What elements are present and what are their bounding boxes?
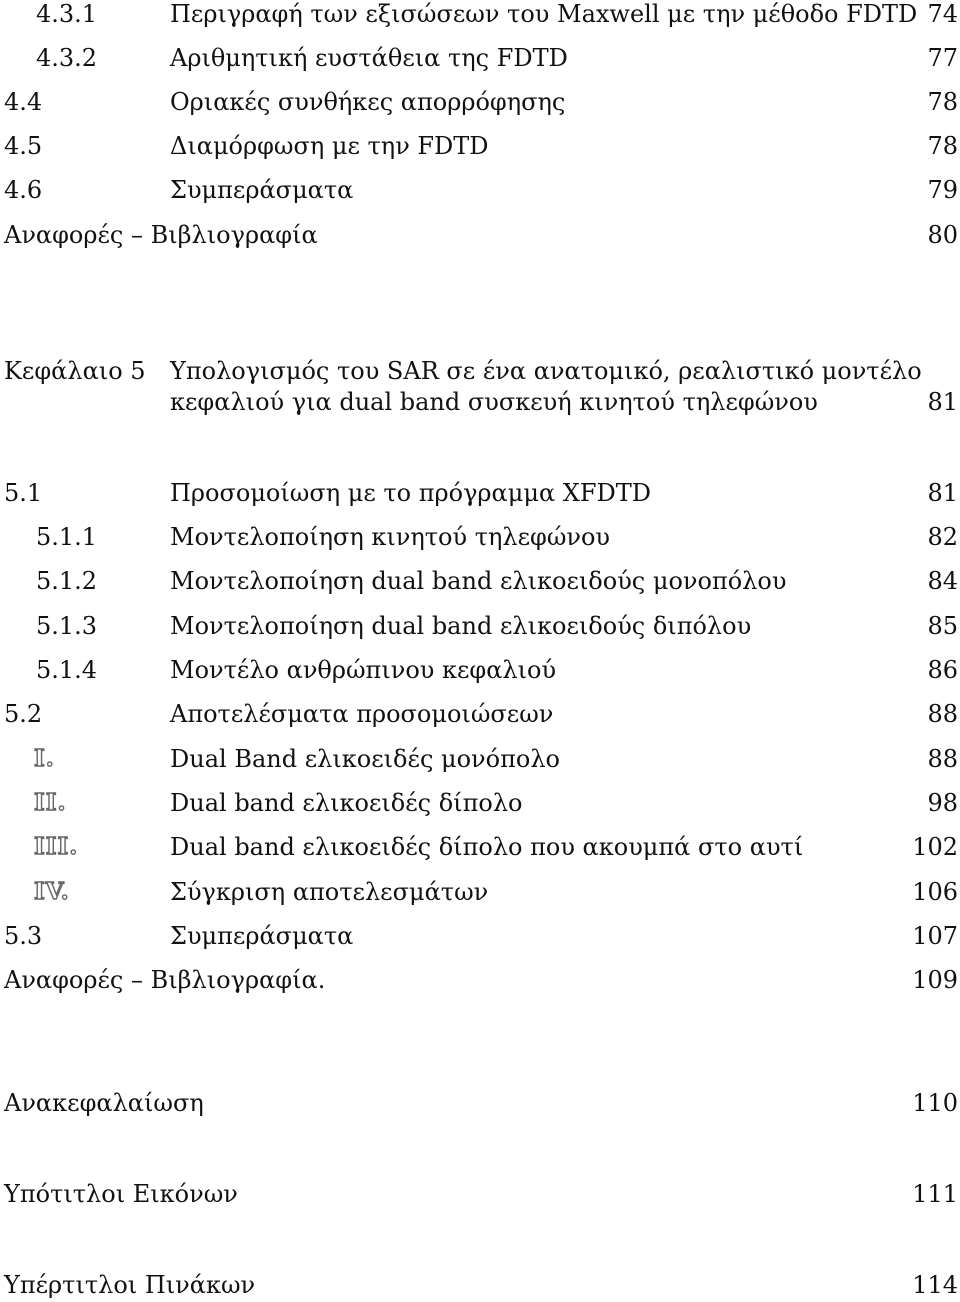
section-title: Συμπεράσματα <box>170 176 354 204</box>
section-title: Οριακές συνθήκες απορρόφησης <box>170 88 566 116</box>
section-number: 5.1 <box>4 479 43 507</box>
section-title: Dual band ελικοειδές δίπολο <box>170 789 523 817</box>
section-number: 5.1.3 <box>36 612 98 640</box>
section-title: Αναφορές – Βιβλιογραφία. <box>4 966 326 994</box>
page-number: 85 <box>927 612 958 640</box>
roman-numeral: IV. <box>34 878 70 905</box>
toc-entry <box>0 41 960 75</box>
toc-entry-back-matter <box>0 1177 960 1211</box>
section-number: 4.6 <box>4 176 43 204</box>
toc-entry <box>0 786 960 820</box>
toc-entry <box>0 0 960 31</box>
section-title: Διαμόρφωση με την FDTD <box>170 132 489 160</box>
page-number: 80 <box>927 221 958 249</box>
toc-entry <box>0 875 960 909</box>
section-number: 5.3 <box>4 922 43 950</box>
toc-entry <box>0 697 960 731</box>
section-title: Dual Band ελικοειδές μονόπολο <box>170 745 560 773</box>
page-number: 114 <box>912 1271 958 1299</box>
chapter-label: Κεφάλαιο 5 <box>4 357 146 385</box>
section-number: 4.3.2 <box>36 44 98 72</box>
page-number: 98 <box>927 789 958 817</box>
section-number: 4.4 <box>4 88 43 116</box>
section-title: Αριθμητική ευστάθεια της FDTD <box>170 44 568 72</box>
section-number: 5.1.4 <box>36 656 98 684</box>
chapter-heading <box>0 354 960 388</box>
toc-entry <box>0 653 960 687</box>
chapter-title-line2: κεφαλιού για dual band συσκευή κινητού τηλεφώνου <box>170 388 818 416</box>
section-number: 4.5 <box>4 132 43 160</box>
page-number: 79 <box>927 176 958 204</box>
toc-entry-back-matter <box>0 1268 960 1302</box>
roman-numeral: III. <box>34 833 79 860</box>
page-number: 84 <box>927 567 958 595</box>
page-number: 86 <box>927 656 958 684</box>
section-number: 5.1.2 <box>36 567 98 595</box>
page-number: 110 <box>912 1089 958 1117</box>
section-title: Υπότιτλοι Εικόνων <box>4 1180 238 1208</box>
section-title: Μοντελοποίηση dual band ελικοειδούς μονοπόλου <box>170 567 787 595</box>
toc-entry-references <box>0 963 960 997</box>
page-number: 77 <box>927 44 958 72</box>
page-number: 107 <box>912 922 958 950</box>
section-title: Αποτελέσματα προσομοιώσεων <box>170 700 554 728</box>
section-title: Ανακεφαλαίωση <box>4 1089 204 1117</box>
section-title: Μοντελοποίηση κινητού τηλεφώνου <box>170 523 611 551</box>
section-title: Υπέρτιτλοι Πινάκων <box>4 1271 256 1299</box>
page-number: 74 <box>927 0 958 28</box>
section-title: Μοντελοποίηση dual band ελικοειδούς διπόλου <box>170 612 752 640</box>
toc-entry-back-matter <box>0 1086 960 1120</box>
page-number: 81 <box>927 479 958 507</box>
section-title: Περιγραφή των εξισώσεων του Maxwell με την μέθοδο FDTD <box>170 0 918 28</box>
page-number: 111 <box>912 1180 958 1208</box>
section-number: 4.3.1 <box>36 0 98 28</box>
toc-entry <box>0 919 960 953</box>
toc-entry <box>0 742 960 776</box>
page-number: 82 <box>927 523 958 551</box>
toc-entry <box>0 609 960 643</box>
roman-numeral: II. <box>34 789 67 816</box>
toc-entry <box>0 476 960 510</box>
roman-numeral: I. <box>34 745 55 772</box>
section-title: Συμπεράσματα <box>170 922 354 950</box>
toc-entry <box>0 564 960 598</box>
toc-entry <box>0 830 960 864</box>
section-title: Μοντέλο ανθρώπινου κεφαλιού <box>170 656 557 684</box>
section-title: Dual band ελικοειδές δίπολο που ακουμπά στο αυτί <box>170 833 804 861</box>
page-number: 88 <box>927 700 958 728</box>
toc-entry <box>0 520 960 554</box>
page-number: 88 <box>927 745 958 773</box>
chapter-title-line1: Υπολογισμός του SAR σε ένα ανατομικό, ρεαλιστικό μοντέλο <box>170 357 922 385</box>
section-title: Προσομοίωση με το πρόγραμμα XFDTD <box>170 479 652 507</box>
section-number: 5.2 <box>4 700 43 728</box>
section-number: 5.1.1 <box>36 523 98 551</box>
section-title: Αναφορές – Βιβλιογραφία <box>4 221 318 249</box>
toc-entry-references <box>0 218 960 252</box>
toc-entry <box>0 129 960 163</box>
page-number: 106 <box>912 878 958 906</box>
toc-entry <box>0 173 960 207</box>
page-number: 78 <box>927 132 958 160</box>
page-number: 81 <box>927 388 958 416</box>
page-number: 109 <box>912 966 958 994</box>
toc-entry <box>0 85 960 119</box>
page-number: 78 <box>927 88 958 116</box>
page-number: 102 <box>912 833 958 861</box>
chapter-heading-line2 <box>0 385 960 419</box>
section-title: Σύγκριση αποτελεσμάτων <box>170 878 489 906</box>
